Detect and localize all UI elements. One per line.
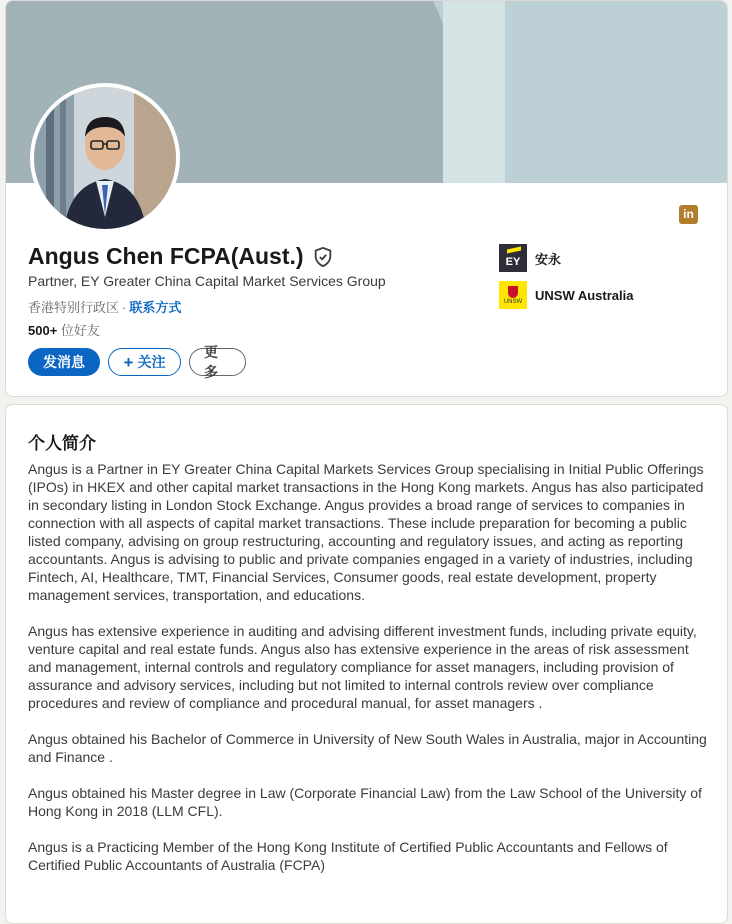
profile-actions xyxy=(28,344,246,380)
about-paragraph: Angus has extensive experience in auditing and advising different investment funds, including private equity, venture capital and real estate funds. Angus also has extensive experience in the areas of risk assessment and management, internal controls and regulatory compliance for asset managers, including provision of assurance and advisory services, including but not limited to internal controls review over compliance procedures and review of compliance and procedural manual, for asset managers . xyxy=(28,623,697,711)
linkedin-icon[interactable]: in xyxy=(679,205,698,224)
about-paragraph: Angus is a Partner in EY Greater China Capital Markets Services Group specialising in Initial Public Offerings (IPOs) in HKEX and other capital market transactions in the Hong Kong markets. Angus has also participated in secondary listing in London Stock Exchange. Angus provides a broad range of services to companies in connection with all aspects of capital market transactions. These include preparation for becoming a public listed company, advising on group restructuring, accounting and regulatory issues, and acting as reporting accountants. Angus is advising to public and private companies engaged in a variety of industries, including Fintech, AI, Healthcare, TMT, Financial Services, Consumer goods, real estate development, property management services, transportation, and educations. xyxy=(28,461,704,603)
more-button-label: 更多 xyxy=(204,344,218,380)
org-name: 安永 xyxy=(535,251,562,267)
connections-label: 位好友 xyxy=(60,323,100,338)
ey-logo: EY xyxy=(499,244,527,272)
about-card xyxy=(5,404,728,924)
org-item-unsw[interactable] xyxy=(499,281,633,309)
org-name: UNSW Australia xyxy=(535,287,634,303)
connections-count[interactable] xyxy=(28,320,100,339)
more-button[interactable] xyxy=(189,344,246,380)
profile-card xyxy=(5,0,728,397)
banner-stripe xyxy=(443,1,505,183)
about-paragraph: Angus obtained his Master degree in Law (Corporate Financial Law) from the Law School of the University of Hong Kong in 2018 (LLM CFL). xyxy=(28,785,702,819)
separator-dot: · xyxy=(122,300,127,315)
about-section-title: 个人简介 xyxy=(28,434,96,453)
verified-shield-icon[interactable] xyxy=(312,246,334,268)
plus-icon: + xyxy=(123,352,134,372)
follow-button[interactable] xyxy=(108,348,181,376)
profile-headline: Partner, EY Greater China Capital Market Services Group xyxy=(28,273,386,289)
message-button[interactable] xyxy=(28,348,100,376)
follow-button-label: 关注 xyxy=(137,354,166,370)
avatar[interactable] xyxy=(30,83,180,233)
about-text xyxy=(28,460,710,892)
profile-name: Angus Chen FCPA(Aust.) xyxy=(28,243,304,269)
avatar-photo xyxy=(34,87,176,229)
location-row xyxy=(28,297,181,316)
contact-info-link[interactable]: 联系方式 xyxy=(129,300,182,315)
name-row xyxy=(28,243,334,270)
location-text: 香港特别行政区 xyxy=(28,300,120,315)
about-paragraph: Angus obtained his Bachelor of Commerce in University of New South Wales in Australia, major in Accounting and Finance . xyxy=(28,731,707,765)
message-button-label: 发消息 xyxy=(43,354,85,370)
unsw-logo: UNSW xyxy=(499,281,527,309)
connections-number: 500+ xyxy=(28,323,58,338)
about-paragraph: Angus is a Practicing Member of the Hong Kong Institute of Certified Public Accountants and Fellows of Certified Public Accountants of Australia (FCPA) xyxy=(28,839,668,873)
org-item-ey[interactable] xyxy=(499,244,561,272)
